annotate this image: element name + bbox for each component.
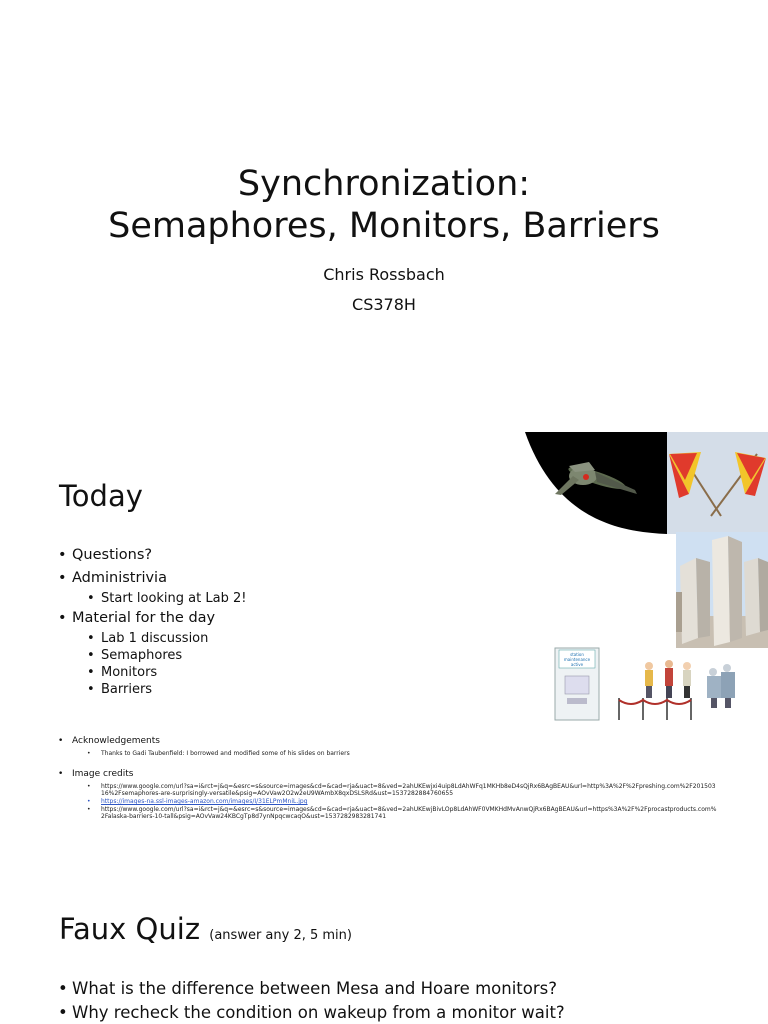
list-item: • Material for the day: [58, 607, 498, 630]
list-item: • Questions?: [58, 544, 498, 567]
svg-text:maintenance: maintenance: [563, 657, 591, 662]
svg-text:station: station: [570, 652, 584, 657]
list-item: • Administrivia: [58, 567, 498, 590]
notes-list: [58, 734, 718, 821]
agenda-slide: [0, 432, 768, 864]
list-item: • Semaphores: [58, 647, 498, 664]
svg-text:active: active: [570, 662, 584, 667]
title-line-1: Synchronization:: [237, 164, 531, 204]
course-code: CS378H: [352, 295, 416, 314]
list-item: • Lab 1 discussion: [58, 630, 498, 647]
list-item: • Start looking at Lab 2!: [58, 590, 498, 607]
list-item: • What is the difference between Mesa and Hoare monitors?: [58, 977, 758, 1001]
credit-link-1[interactable]: • https://www.google.com/url?sa=i&rct=j&q=&esrc=s&source=images&cd=&cad=rja&uact=8&ved=2ahUKEwjxi4uip8LdAhWFq1MKHb8eD4sQjRx6BAgBEAU&url=http%3A%2F%2Fpreshing.com%2F20150316%2Fsemaphores-are-surprisingly-versatile&psig=AOvVaw2O2w2eU9WAmbX8qxDSLSRd&ust=1537282884760655: [58, 783, 718, 797]
slide-title: [0, 163, 768, 247]
quiz-title: Faux Quiz: [59, 912, 201, 946]
credits-heading: • Image credits: [58, 767, 718, 781]
credit-link-2[interactable]: • https://images-na.ssl-images-amazon.com/images/I/31ELPmMniL.jpg: [58, 798, 718, 805]
semaphore-flags-image: [667, 432, 768, 534]
slide-title: [59, 912, 352, 946]
list-item: • Monitors: [58, 664, 498, 681]
quiz-list: [58, 977, 758, 1024]
credit-link-3[interactable]: • https://www.google.com/url?sa=i&rct=j&q=&esrc=s&source=images&cd=&cad=rja&uact=8&ved=2ahUKEwjBivLOp8LdAhWF0VMKHdMvAnwQjRx6BAgBEAU&url=https%3A%2F%2Fprocastproducts.com%2Falaska-barriers-10-tall&psig=AOvVaw24KBCgTp8d7ynNpqcwcaqO&ust=1537282983281741: [58, 806, 718, 820]
list-item: • Why recheck the condition on wakeup from a monitor wait?: [58, 1001, 758, 1024]
concrete-barriers-image: [676, 532, 768, 648]
quiz-slide: [0, 864, 768, 1024]
ack-text: • Thanks to Gadi Taubenfield: I borrowed and modified some of his slides on barriers: [58, 750, 718, 757]
monitor-queue-image: [553, 646, 743, 722]
slide-title: Today: [59, 479, 143, 513]
agenda-list: [58, 544, 498, 698]
list-item: • Barriers: [58, 681, 498, 698]
title-slide: [0, 0, 768, 432]
title-line-2: Semaphores, Monitors, Barriers: [108, 206, 660, 246]
author-name: Chris Rossbach: [323, 265, 445, 284]
ack-heading: • Acknowledgements: [58, 734, 718, 748]
spaceship-image: [525, 432, 667, 534]
quiz-note: (answer any 2, 5 min): [209, 928, 352, 943]
